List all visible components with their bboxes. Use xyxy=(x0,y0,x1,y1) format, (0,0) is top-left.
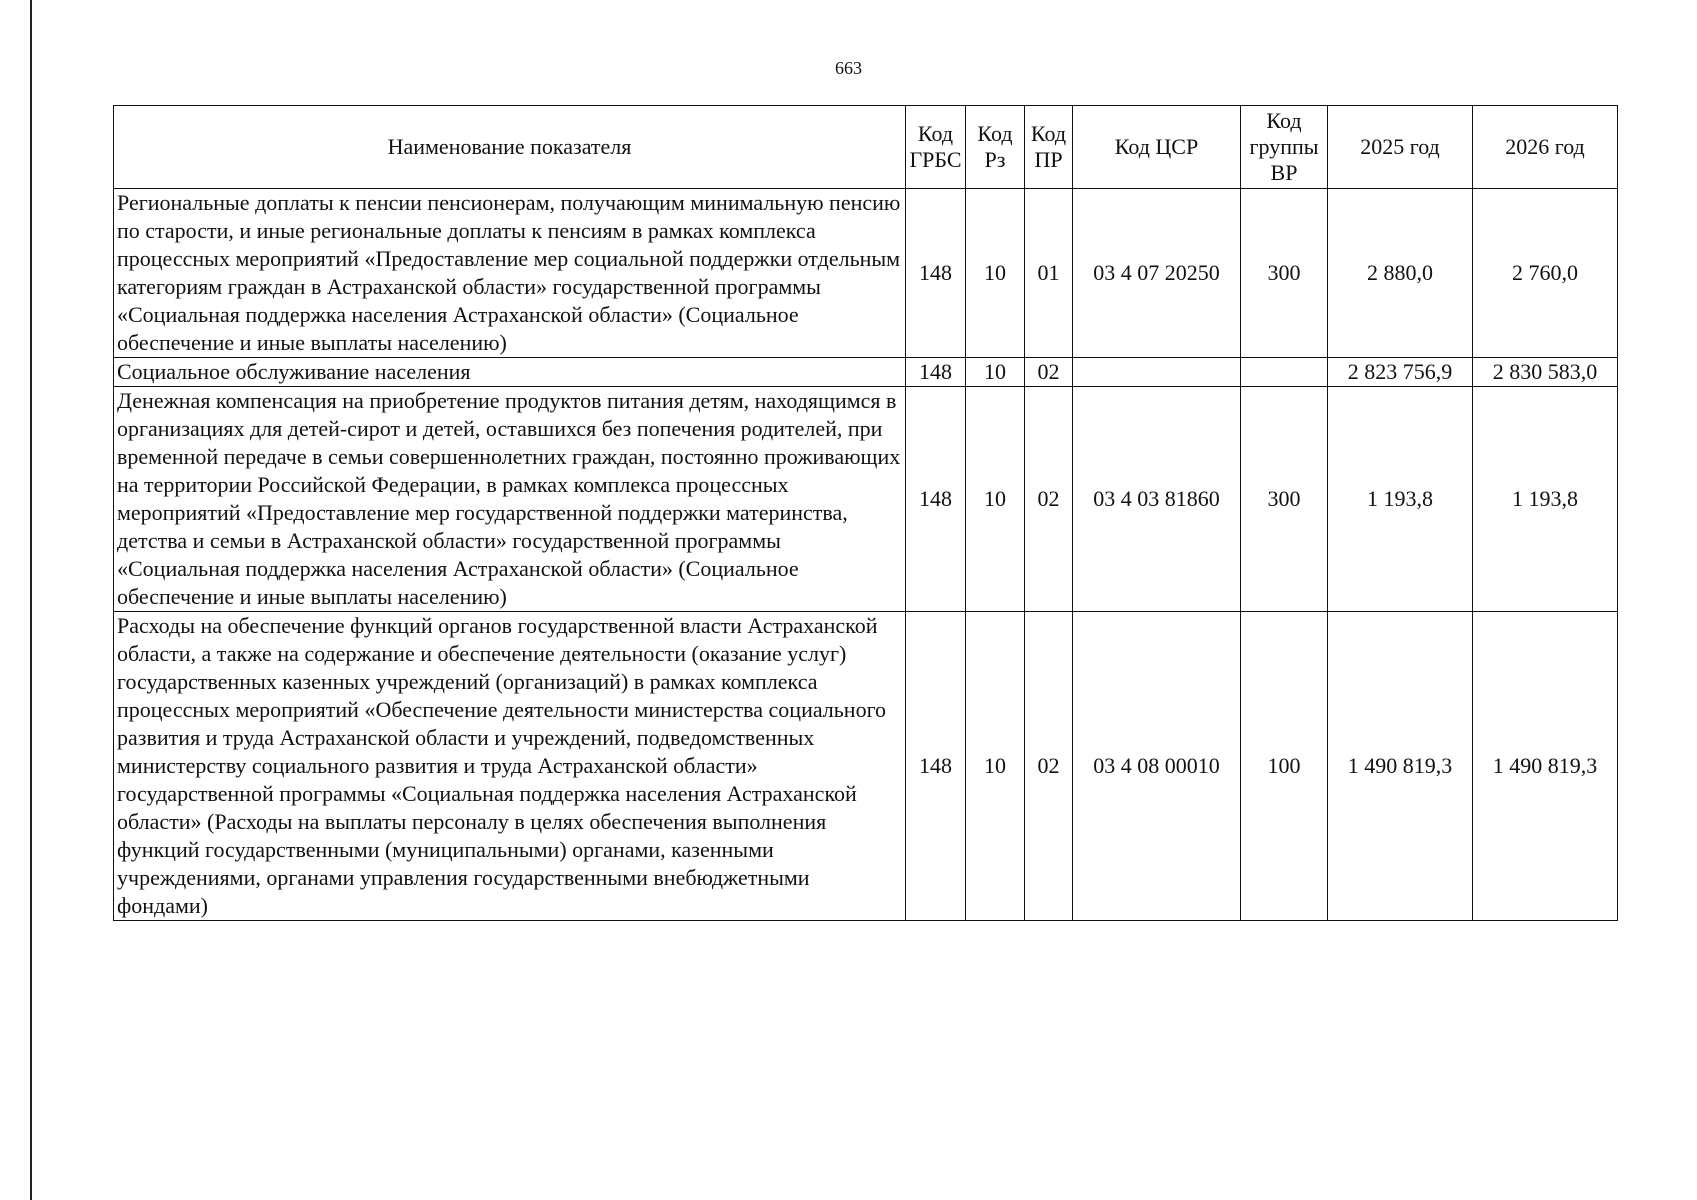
row-2025-cell: 2 880,0 xyxy=(1328,189,1473,358)
row-vr-cell xyxy=(1241,358,1328,387)
row-2026-cell: 2 830 583,0 xyxy=(1473,358,1618,387)
row-2025-cell: 1 490 819,3 xyxy=(1328,612,1473,921)
header-rz: Код Рз xyxy=(966,106,1025,189)
row-csr-cell: 03 4 07 20250 xyxy=(1073,189,1241,358)
row-2025-cell: 2 823 756,9 xyxy=(1328,358,1473,387)
row-csr-cell: 03 4 08 00010 xyxy=(1073,612,1241,921)
row-2026-cell: 1 490 819,3 xyxy=(1473,612,1618,921)
row-2025-cell: 1 193,8 xyxy=(1328,387,1473,612)
row-grbs-cell: 148 xyxy=(906,612,966,921)
row-grbs-cell: 148 xyxy=(906,358,966,387)
row-grbs-cell: 148 xyxy=(906,387,966,612)
row-vr-cell: 300 xyxy=(1241,189,1328,358)
row-pr-cell: 02 xyxy=(1025,358,1073,387)
row-pr-cell: 01 xyxy=(1025,189,1073,358)
row-csr-cell xyxy=(1073,358,1241,387)
row-grbs-cell: 148 xyxy=(906,189,966,358)
row-rz-cell: 10 xyxy=(966,612,1025,921)
row-name-cell: Денежная компенсация на приобретение продуктов питания детям, находящимся в организациях для детей-сирот и детей, оставшихся без попечения родителей, при временной передаче в семьи совершеннолетних граждан, постоянно проживающих на территории Российской Федерации, в рамках комплекса процессных мероприятий «Предоставление мер государственной поддержки материнства, детства и семьи в Астраханской области» государственной программы «Социальная поддержка населения Астраханской области» (Социальное обеспечение и иные выплаты населению) xyxy=(114,387,906,612)
row-vr-cell: 300 xyxy=(1241,387,1328,612)
row-2026-cell: 2 760,0 xyxy=(1473,189,1618,358)
header-csr: Код ЦСР xyxy=(1073,106,1241,189)
header-2026: 2026 год xyxy=(1473,106,1618,189)
table-row xyxy=(114,189,1618,358)
table-header-row xyxy=(114,106,1618,189)
table-row xyxy=(114,387,1618,612)
page-number: 663 xyxy=(835,58,862,78)
table-row xyxy=(114,612,1618,921)
budget-table xyxy=(113,105,1618,921)
row-rz-cell: 10 xyxy=(966,358,1025,387)
row-rz-cell: 10 xyxy=(966,189,1025,358)
header-2025: 2025 год xyxy=(1328,106,1473,189)
header-vr: Код группы ВР xyxy=(1241,106,1328,189)
row-rz-cell: 10 xyxy=(966,387,1025,612)
row-pr-cell: 02 xyxy=(1025,612,1073,921)
row-name-cell: Расходы на обеспечение функций органов государственной власти Астраханской области, а также на содержание и обеспечение деятельности (оказание услуг) государственных казенных учреждений (организаций) в рамках комплекса процессных мероприятий «Обеспечение деятельности министерства социального развития и труда Астраханской области и учреждений, подведомственных министерству социального развития и труда Астраханской области» государственной программы «Социальная поддержка населения Астраханской области» (Расходы на выплаты персоналу в целях обеспечения выполнения функций государственными (муниципальными) органами, казенными учреждениями, органами управления государственными внебюджетными фондами) xyxy=(114,612,906,921)
row-vr-cell: 100 xyxy=(1241,612,1328,921)
table-row xyxy=(114,358,1618,387)
row-2026-cell: 1 193,8 xyxy=(1473,387,1618,612)
row-name-cell: Региональные доплаты к пенсии пенсионерам, получающим минимальную пенсию по старости, и иные региональные доплаты к пенсиям в рамках комплекса процессных мероприятий «Предоставление мер социальной поддержки отдельным категориям граждан в Астраханской области» государственной программы «Социальная поддержка населения Астраханской области» (Социальное обеспечение и иные выплаты населению) xyxy=(114,189,906,358)
binding-edge-line xyxy=(30,0,32,1200)
row-pr-cell: 02 xyxy=(1025,387,1073,612)
header-pr: Код ПР xyxy=(1025,106,1073,189)
header-name: Наименование показателя xyxy=(114,106,906,189)
row-name-cell: Социальное обслуживание населения xyxy=(114,358,906,387)
header-grbs: Код ГРБС xyxy=(906,106,966,189)
row-csr-cell: 03 4 03 81860 xyxy=(1073,387,1241,612)
